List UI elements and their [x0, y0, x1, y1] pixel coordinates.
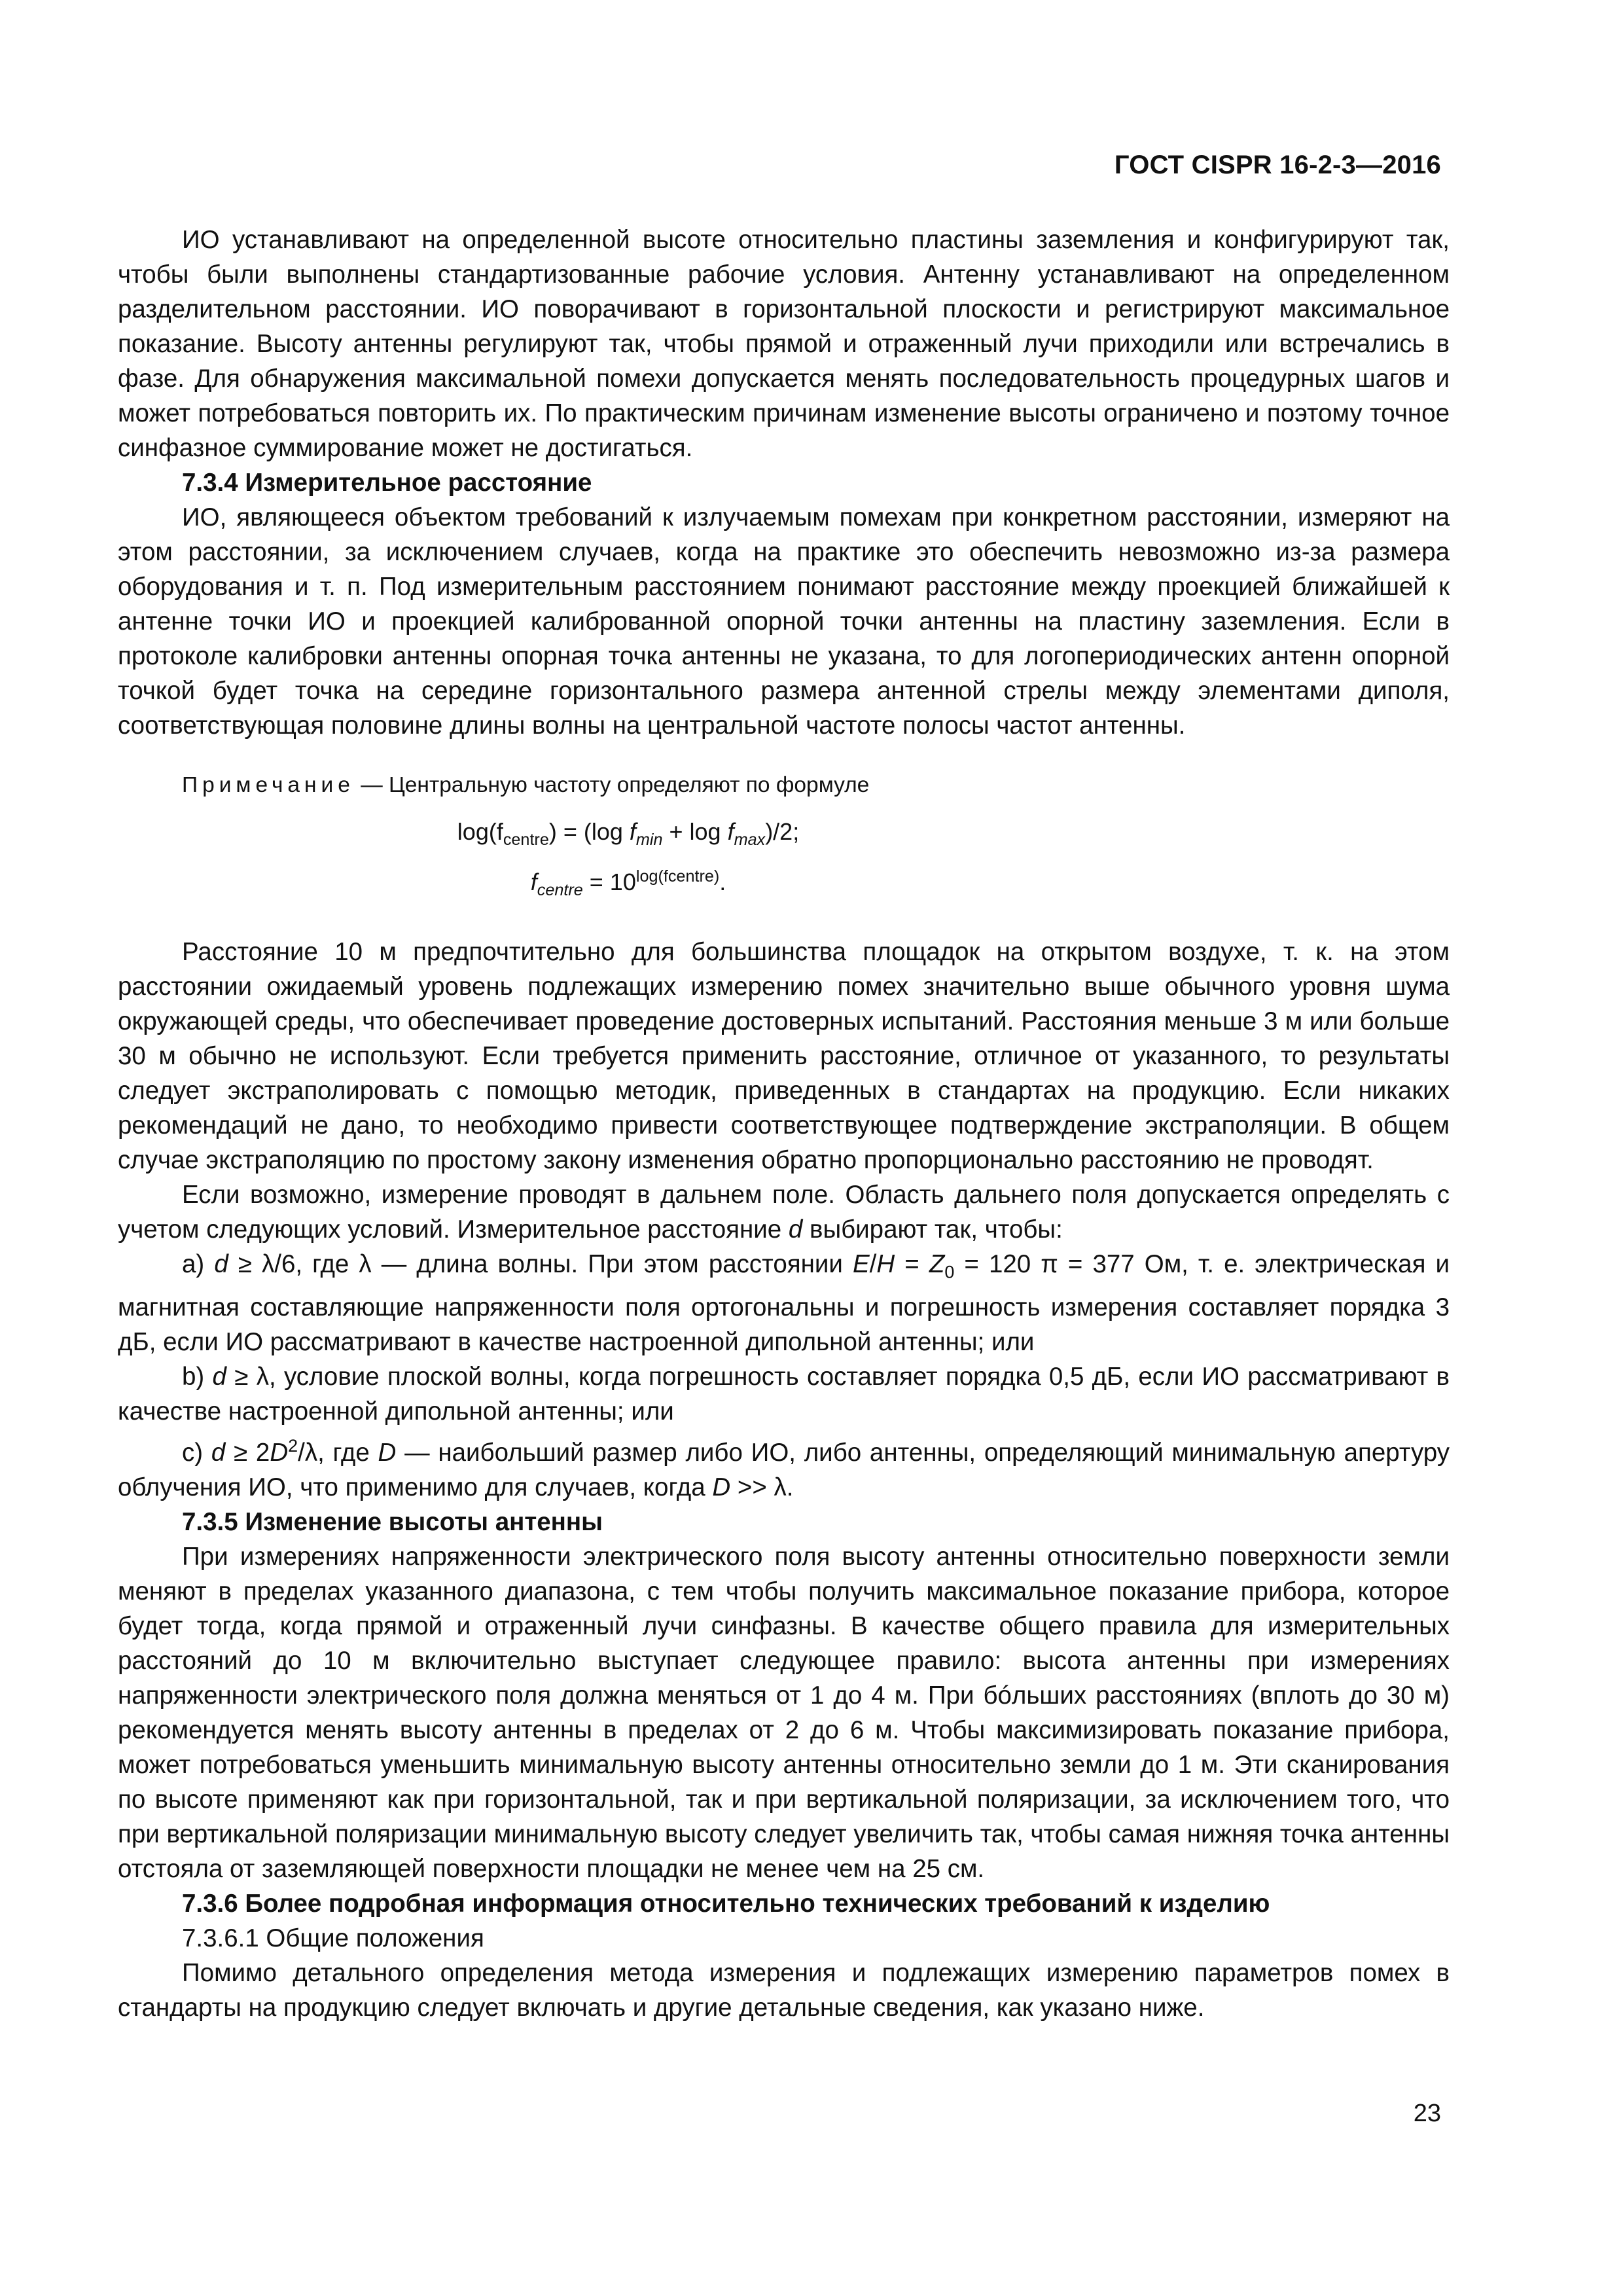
note-centre-frequency — [118, 769, 1450, 802]
formula-log-fcentre — [393, 814, 864, 858]
text-run: a) — [182, 1250, 215, 1279]
subsection-heading-7-3-6-1: 7.3.6.1 Общие положения — [182, 1924, 484, 1952]
math-superscript: 2 — [288, 1436, 298, 1456]
section-heading-7-3-6: 7.3.6 Более подробная информация относительно технических требований к изделию — [182, 1889, 1270, 1918]
formula-part: = 10 — [582, 869, 636, 896]
note-text: — Центральную частоту определяют по формуле — [354, 773, 870, 797]
formula-part: )/2; — [765, 818, 800, 845]
math-var: d — [214, 1250, 228, 1279]
formula-var: f — [727, 818, 734, 845]
text-run: выбирают так, чтобы: — [802, 1215, 1063, 1244]
text-run: = 120 π = 377 Ом, т. е. электрическая и магнитная составляющие напряженности поля ортогональны и погрешность измерения составляет порядка 3 дБ, если ИО рассматривают в качестве настроенной дипольной антенны; или — [118, 1250, 1450, 1357]
math-subscript: 0 — [944, 1263, 955, 1283]
math-var: d — [212, 1363, 226, 1391]
paragraph-far-field — [118, 1177, 1450, 1247]
formula-superscript: log(fcentre) — [635, 867, 720, 886]
text-run: ≥ λ/6, где λ — длина волны. При этом расстоянии — [228, 1250, 853, 1279]
formula-subscript: centre — [537, 881, 583, 900]
math-var: D — [270, 1438, 289, 1467]
math-var: E — [852, 1250, 870, 1279]
math-var: Z — [929, 1250, 945, 1279]
math-var: H — [876, 1250, 895, 1279]
paragraph-general-provisions: Помимо детального определения метода измерения и подлежащих измерению параметров помех в стандарты на продукцию следует включать и другие детальные сведения, как указано ниже. — [118, 1958, 1450, 2022]
formula-var: f — [530, 869, 537, 896]
text-run: = — [895, 1250, 929, 1279]
paragraph-antenna-height: При измерениях напряженности электрического поля высоту антенны относительно поверхности земли меняют в пределах указанного диапазона, с тем чтобы получить максимальное показание прибора, которое будет тогда, когда прямой и отраженный лучи синфазны. В качестве общего правила для измерительных расстояний до 10 м включительно выступает следующее правило: высота антенны при измерениях напряженности электрического поля должна меняться от 1 до 4 м. При бóльших расстояниях (вплоть до 30 м) рекомендуется менять высоту антенны в пределах от 2 до 6 м. Чтобы максимизировать показание прибора, может потребоваться уменьшить минимальную высоту антенны относительно земли до 1 м. Эти сканирования по высоте применяют как при горизонтальной, так и при вертикальной поляризации, за исключением того, что при вертикальной поляризации минимальную высоту следует увеличить так, чтобы самая нижняя точка антенны отстояла от заземляющей поверхности площадки не менее чем на 25 см. — [118, 1542, 1450, 1883]
text-run: Если возможно, измерение проводят в дальнем поле. Область дальнего поля допускается определять с учетом следующих условий. Измерительное расстояние — [118, 1181, 1450, 1244]
list-item-a — [118, 1247, 1450, 1359]
formula-part: + log — [662, 818, 728, 845]
formula-part: ) = (log — [548, 818, 630, 845]
formula-fcentre — [393, 858, 864, 908]
paragraph-eut-setup: ИО устанавливают на определенной высоте относительно пластины заземления и конфигурируют так, чтобы были выполнены стандартизованные рабочие условия. Антенну устанавливают на определенном разделительном расстоянии. ИО поворачивают в горизонтальной плоскости и регистрируют максимальное показание. Высоту антенны регулируют так, чтобы прямой и отраженный лучи приходили или встречались в фазе. Для обнаружения максимальной помехи допускается менять последовательность процедурных шагов и может потребоваться повторить их. По практическим причинам изменение высоты ограничено и поэтому точное синфазное суммирование может не достигаться. — [118, 226, 1450, 462]
formula-subscript: max — [734, 831, 766, 850]
text-run: / — [869, 1250, 877, 1279]
formula-part: . — [719, 869, 726, 896]
math-var: D — [378, 1438, 397, 1467]
document-code-header: ГОСТ CISPR 16-2-3—2016 — [1114, 151, 1441, 179]
formula-part: log(f — [457, 818, 503, 845]
list-item-b — [118, 1359, 1450, 1429]
document-body — [118, 223, 1450, 2025]
section-heading-7-3-4: 7.3.4 Измерительное расстояние — [182, 469, 592, 497]
formula-subscript: min — [635, 831, 663, 850]
text-run: b) — [182, 1363, 213, 1391]
math-var: D — [712, 1473, 731, 1501]
text-run: c) — [182, 1438, 211, 1467]
formula-subscript: centre — [503, 831, 549, 850]
section-heading-7-3-5: 7.3.5 Изменение высоты антенны — [182, 1507, 603, 1536]
list-item-c — [118, 1429, 1450, 1505]
text-run: >> λ. — [730, 1473, 794, 1501]
formula-var: f — [629, 818, 636, 845]
paragraph-10m-distance: Расстояние 10 м предпочтительно для большинства площадок на открытом воздухе, т. к. на этом расстоянии ожидаемый уровень подлежащих измерению помех значительно выше обычного уровня шума окружающей среды, что обеспечивает проведение достоверных испытаний. Расстояния меньше 3 м или больше 30 м обычно не используют. Если требуется применить расстояние, отличное от указанного, то результаты следует экстраполировать с помощью методик, приведенных в стандартах на продукцию. Если никаких рекомендаций не дано, то необходимо привести соответствующее подтверждение экстраполяции. В общем случае экстраполяцию по простому закону изменения обратно пропорционально расстоянию не проводят. — [118, 938, 1450, 1175]
paragraph-measurement-distance: ИО, являющееся объектом требований к излучаемым помехам при конкретном расстоянии, измеряют на этом расстоянии, за исключением случаев, когда на практике это обеспечить невозможно из-за размера оборудования и т. п. Под измерительным расстоянием понимают расстояние между проекцией ближайшей к антенне точки ИО и проекцией калиброванной опорной точки антенны на пластину заземления. Если в протоколе калибровки антенны опорная точка антенны не указана, то для логопериодических антенн опорной точкой будет точка на середине горизонтального размера антенной стрелы между элементами диполя, соответствующая половине длины волны на центральной частоте полосы частот антенны. — [118, 503, 1450, 740]
math-var: d — [211, 1438, 226, 1467]
text-run: — наибольший размер либо ИО, либо антенны, определяющий минимальную апертуру облучения ИО, что применимо для случаев, когда — [118, 1438, 1450, 1501]
text-run: ≥ λ, условие плоской волны, когда погрешность составляет порядка 0,5 дБ, если ИО рассматривают в качестве настроенной дипольной антенны; или — [118, 1363, 1450, 1426]
text-run: ≥ 2 — [225, 1438, 270, 1467]
math-var: d — [788, 1215, 803, 1244]
note-label: Примечание — [182, 773, 355, 797]
text-run: /λ, где — [298, 1438, 378, 1467]
page-number: 23 — [1413, 2100, 1441, 2127]
